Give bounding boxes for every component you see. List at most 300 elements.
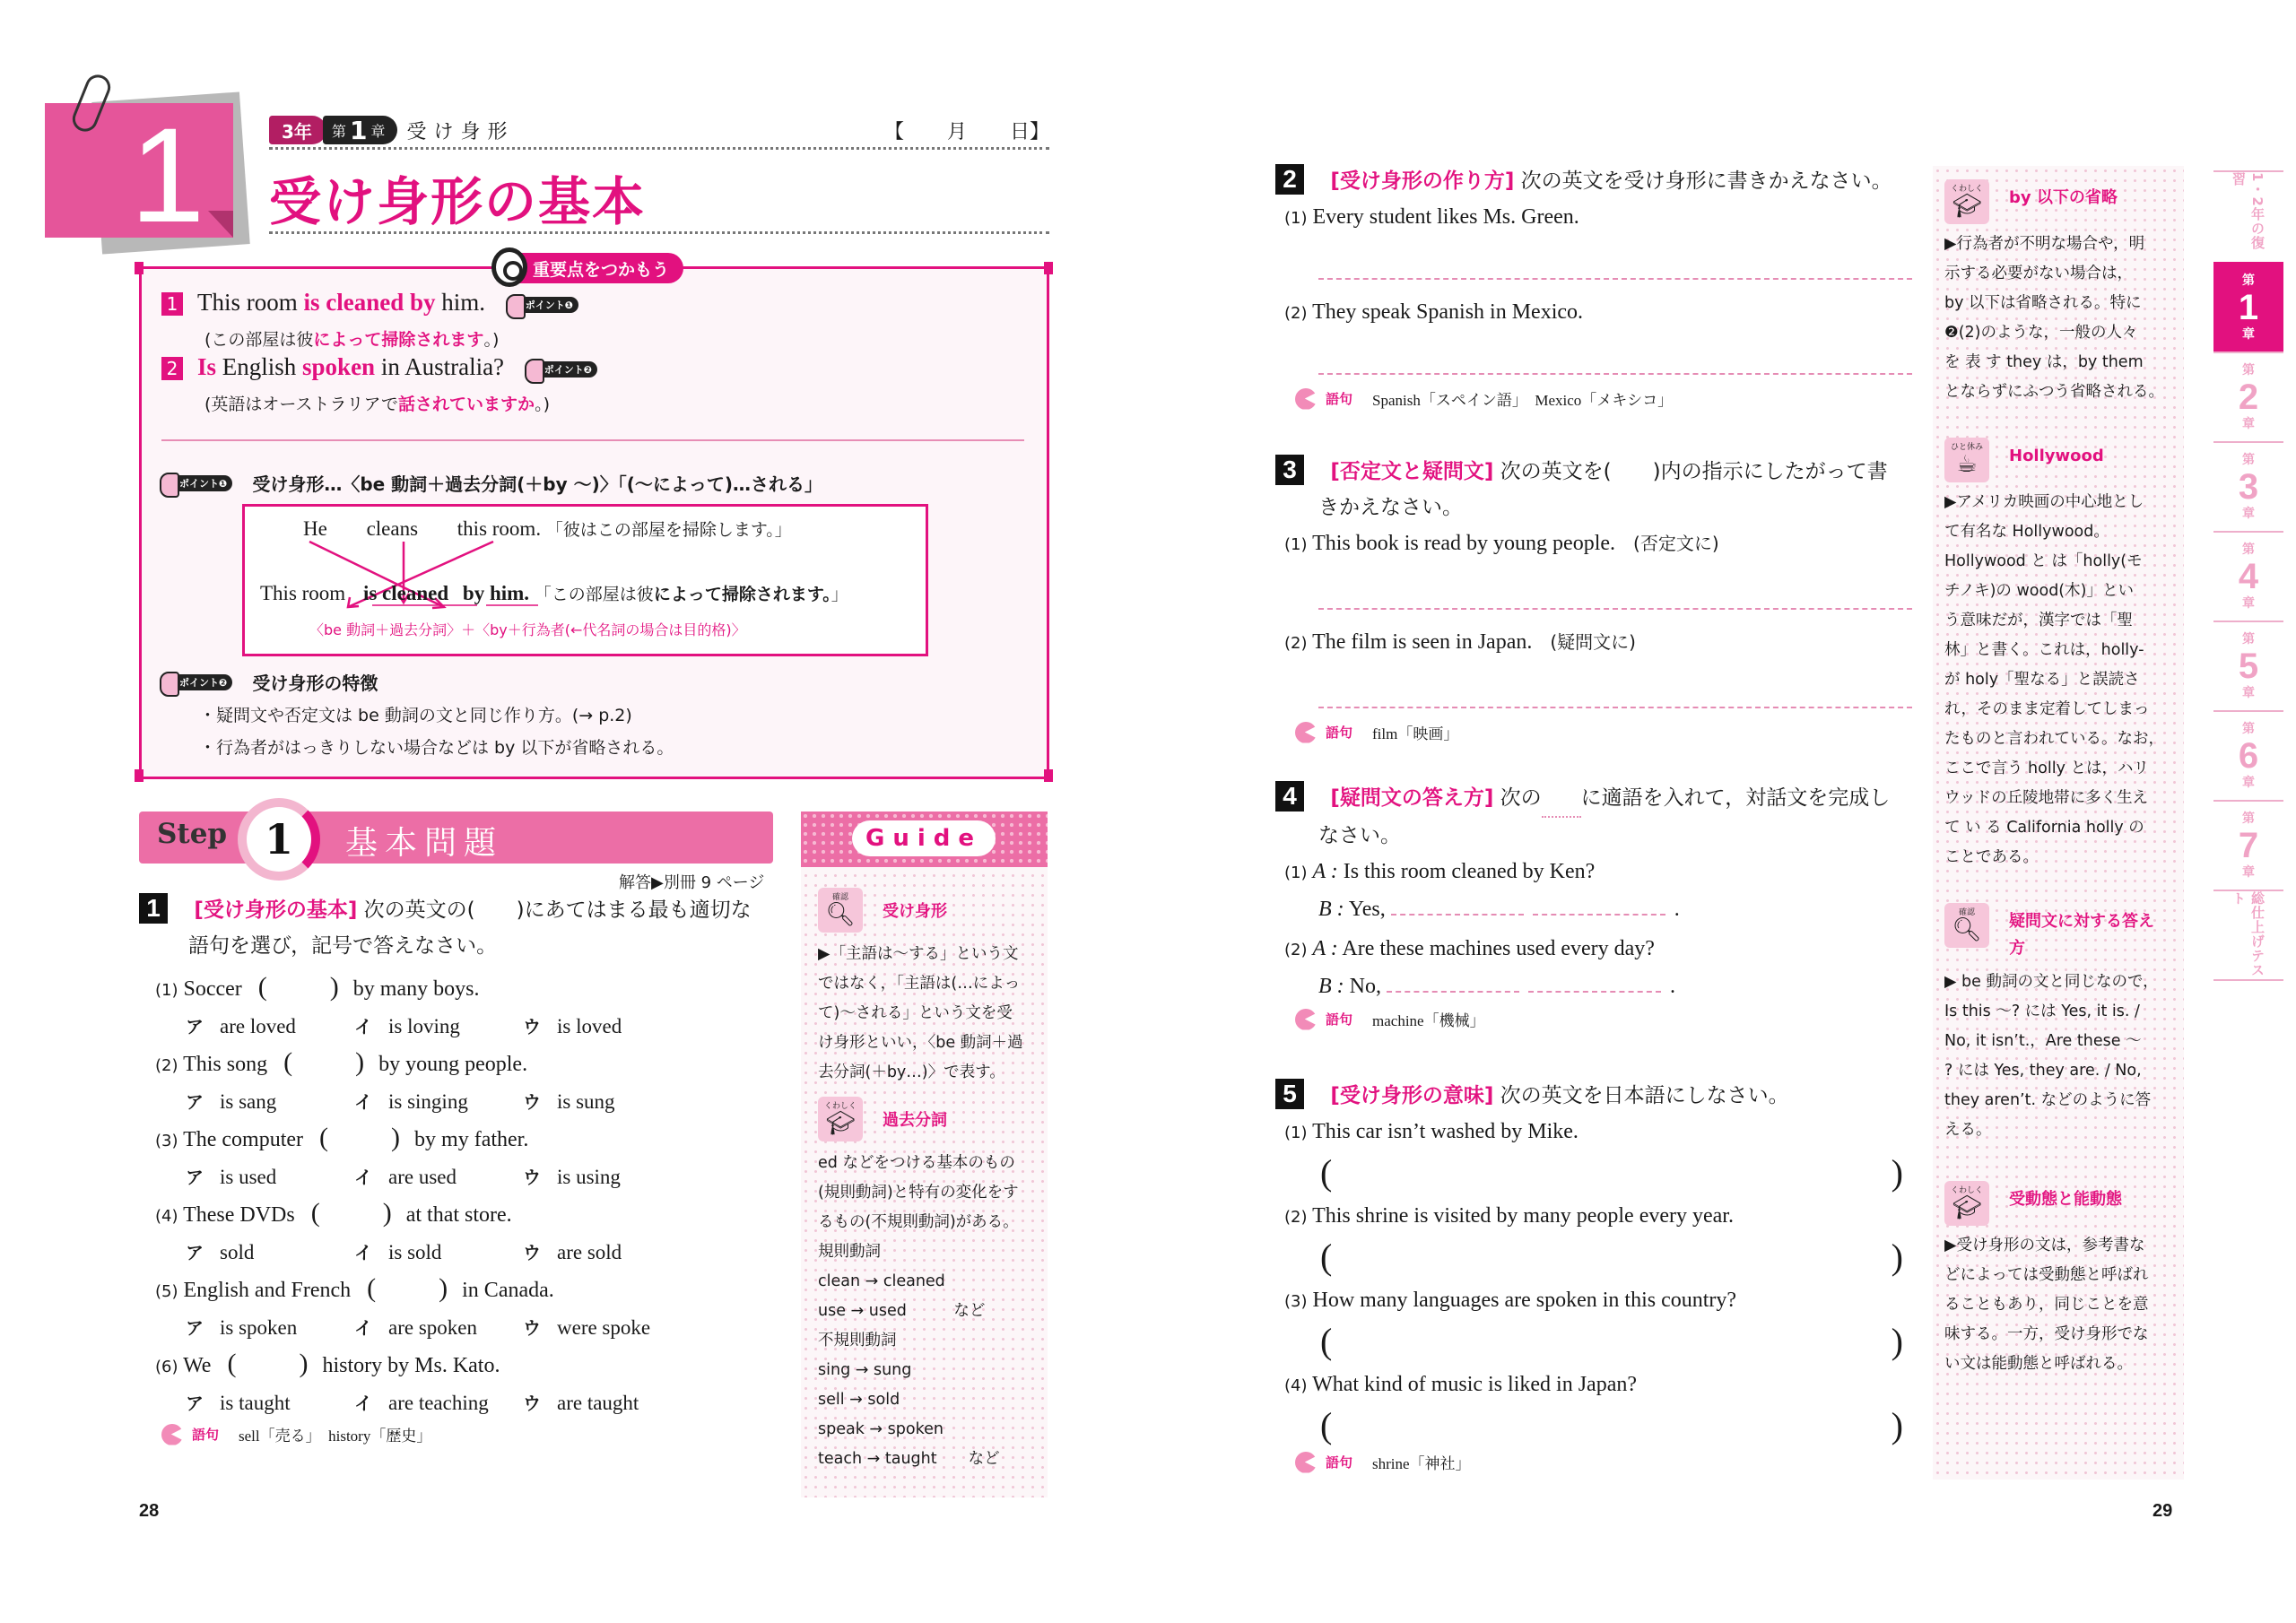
item-text-before: The computer <box>183 1128 304 1151</box>
sidebar-section-text <box>1944 968 2176 1145</box>
item-number: (1) <box>155 981 178 1000</box>
item-number: (4) <box>155 1207 178 1226</box>
vocab-text: Spanish「スペイン語」 Mexico「メキシコ」 <box>1372 392 1674 409</box>
tab-number: 2 <box>2238 378 2259 417</box>
sidebar-line: ❷(2)のような，一般の人々 <box>1944 324 2138 342</box>
chapter-header <box>269 115 1049 145</box>
item-text: How many languages are spoken in this country? <box>1312 1289 1737 1312</box>
date-bracket-open: 【 <box>883 120 904 143</box>
step-title: 基本問題 <box>345 825 504 862</box>
tab-suffix: 章 <box>2242 776 2255 790</box>
question-1-item <box>155 1120 776 1159</box>
question-1-instruction: 次の英文の( )にあてはまる最も適切な <box>363 898 752 922</box>
choice-text: is spoken <box>220 1316 298 1339</box>
sidebar-line: ことである。 <box>1944 848 2039 866</box>
item-number: (2) <box>155 1056 178 1075</box>
jp-text: (英語はオーストラリアで <box>204 395 399 414</box>
choice-option[interactable] <box>186 1385 320 1421</box>
sidebar-section-text <box>1944 488 2176 872</box>
answer-paren[interactable]: ( ) <box>319 1123 401 1152</box>
index-tab-chapter-6[interactable] <box>2213 710 2283 800</box>
choice-text: are sold <box>557 1241 622 1263</box>
question-3-category: [否定文と疑問文] <box>1330 460 1494 483</box>
choice-key: ア <box>186 1317 204 1339</box>
choice-key: イ <box>354 1317 372 1339</box>
answer-paren-field[interactable] <box>1320 1237 1903 1277</box>
vocab-note <box>1295 1008 1912 1030</box>
choice-text: is taught <box>220 1392 291 1414</box>
item-text-after: by young people. <box>378 1053 528 1076</box>
answer-blank[interactable] <box>1391 896 1524 916</box>
tab-number: 3 <box>2238 467 2259 507</box>
sidebar-line: Is this 〜? には Yes, it is. / <box>1944 1002 2140 1020</box>
question-1 <box>139 892 776 1445</box>
item-number: (3) <box>155 1132 178 1150</box>
choice-key: イ <box>354 1016 372 1037</box>
sidebar-line: ウッドの丘陵地帯に多く生え <box>1944 789 2149 807</box>
point-2-ref-badge: ポイント❷ <box>528 361 597 378</box>
answer-paren[interactable]: ( ) <box>310 1198 392 1228</box>
chapter-tag-num: 1 <box>349 115 368 145</box>
choice-option[interactable] <box>523 1084 615 1120</box>
key-box-divider <box>161 439 1024 441</box>
question-3-number: 3 <box>1275 455 1304 485</box>
choice-option[interactable] <box>354 1385 489 1421</box>
index-tab-chapter-3[interactable] <box>2213 441 2283 531</box>
vocab-text: machine「機械」 <box>1372 1012 1485 1029</box>
question-5-item <box>1284 1198 1912 1236</box>
question-3-instruction-2: きかえなさい。 <box>1318 496 1463 519</box>
sidebar-line: たものと言われている。なお， <box>1944 730 2164 748</box>
box-corner <box>1044 262 1053 274</box>
question-4-answer: B : No, . <box>1318 975 1675 998</box>
item-text: Are these machines used every day? <box>1342 937 1655 960</box>
guide-line: 去分詞(＋by…)〉で表す。 <box>818 1063 1005 1081</box>
choice-row <box>186 1385 776 1421</box>
point-1-heading <box>163 470 822 496</box>
tab-label: 総仕上げテスト <box>2231 891 2266 977</box>
item-text: The film is seen in Japan. <box>1312 630 1533 654</box>
choice-text: is used <box>220 1166 277 1188</box>
sidebar-line: て い る California holly の <box>1944 819 2144 837</box>
chapter-block-fold <box>208 211 233 238</box>
item-number: (2) <box>1284 941 1308 959</box>
item-text: This car isn’t washed by Mike. <box>1312 1120 1578 1143</box>
vocab-icon <box>1295 1452 1317 1473</box>
guide-line: 規則動詞 <box>818 1243 881 1261</box>
item-number: (2) <box>1284 304 1308 323</box>
tab-prefix: 第 <box>2242 273 2255 288</box>
choice-option[interactable] <box>523 1009 622 1045</box>
guide-line: て)〜される」という文を受 <box>818 1004 1013 1022</box>
question-4 <box>1275 780 1912 1030</box>
item-note: (疑問文に) <box>1550 631 1636 653</box>
tab-suffix: 章 <box>2242 327 2255 342</box>
question-4-instruction: 次の <box>1500 786 1542 810</box>
sidebar-section-heading <box>1944 903 2176 962</box>
paren-close: ) <box>1891 1405 1903 1445</box>
choice-key: ウ <box>523 1393 541 1414</box>
sidebar-line: 示する必要がない場合は， <box>1944 265 2133 282</box>
vocab-note <box>161 1423 776 1445</box>
icon-label: くわしく <box>823 1102 857 1111</box>
answer-paren-field[interactable] <box>1320 1153 1903 1193</box>
tab-number: 1 <box>2238 288 2259 327</box>
choice-text: are teaching <box>388 1392 489 1414</box>
choice-row <box>186 1159 776 1195</box>
choice-option[interactable] <box>354 1235 489 1271</box>
question-5-item <box>1284 1367 1912 1404</box>
item-text-after: history by Ms. Kato. <box>322 1354 500 1377</box>
guide-line: 不規則動詞 <box>818 1332 897 1350</box>
tab-prefix: 第 <box>2242 453 2255 467</box>
sidebar-heading: by 以下の省略 <box>2009 188 2118 207</box>
chapter-tag-prefix: 第 <box>331 122 346 140</box>
choice-key: イ <box>354 1091 372 1113</box>
diagram-passive-sentence <box>260 581 848 605</box>
answer-blank[interactable] <box>1533 896 1665 916</box>
item-text-before: Soccer <box>183 977 242 1001</box>
question-2 <box>1275 163 1912 410</box>
paren-close: ) <box>1891 1152 1903 1193</box>
question-1-item <box>155 1195 776 1235</box>
item-text-after: by many boys. <box>352 977 480 1001</box>
index-tab-chapter-7[interactable] <box>2213 800 2283 890</box>
choice-option[interactable] <box>186 1235 320 1271</box>
choice-option[interactable] <box>186 1009 320 1045</box>
question-3-item <box>1284 525 1912 563</box>
vocab-label: 語句 <box>1326 391 1353 407</box>
choice-option[interactable] <box>523 1310 650 1346</box>
item-text-after: at that store. <box>405 1203 512 1227</box>
tab-prefix: 第 <box>2242 812 2255 826</box>
item-text: What kind of music is liked in Japan? <box>1312 1373 1637 1396</box>
answer-paren-field[interactable] <box>1320 1322 1903 1361</box>
sidebar-line: by 以下は省略される。特に <box>1944 294 2142 312</box>
guide-section-text <box>818 1149 1038 1474</box>
question-1-items <box>155 969 776 1421</box>
guide-line: (規則動詞)と特有の変化をす <box>818 1184 1019 1202</box>
sidebar-line: い文は能動態と呼ばれる。 <box>1944 1355 2133 1373</box>
sidebar-section-text <box>1944 1231 2176 1379</box>
tab-number: 4 <box>2238 557 2259 596</box>
question-2-instruction: 次の英文を受け身形に書きかえなさい。 <box>1520 169 1892 193</box>
choice-key: イ <box>354 1393 372 1414</box>
item-number: (2) <box>1284 1208 1308 1227</box>
guide-title: Guide <box>852 820 996 856</box>
choice-option[interactable] <box>523 1235 622 1271</box>
question-2-header <box>1275 163 1912 199</box>
question-4-header <box>1275 780 1912 818</box>
item-number: (2) <box>1284 634 1308 653</box>
guide-line: け身形といい，〈be 動詞＋過 <box>818 1034 1023 1052</box>
sidebar-line: とならずにふつう省略される。 <box>1944 383 2164 401</box>
icon-label: くわしく <box>1950 185 1983 194</box>
tab-prefix: 第 <box>2242 722 2255 736</box>
chapter-tag <box>323 116 398 144</box>
header-divider <box>269 147 1049 150</box>
item-text: Is this room cleaned by Ken? <box>1343 860 1596 883</box>
icon-label: 確認 <box>1958 908 1975 917</box>
diagram-active-sentence <box>303 516 792 541</box>
passive-translation: 「この部屋は彼 <box>534 585 654 604</box>
active-subject: He <box>303 517 327 540</box>
question-5-header <box>1275 1078 1912 1114</box>
question-2-number: 2 <box>1275 164 1304 195</box>
choice-key: ウ <box>523 1317 541 1339</box>
choice-text: is sang <box>220 1090 277 1113</box>
hint-sidebar-content <box>1944 179 2176 1379</box>
sidebar-heading: 受動態と能動態 <box>2009 1190 2122 1209</box>
vocab-icon <box>1295 722 1317 743</box>
choice-text: are loved <box>220 1015 296 1037</box>
box-corner <box>1044 769 1053 782</box>
question-4-category: [疑問文の答え方] <box>1330 786 1494 810</box>
choice-text: are taught <box>557 1392 639 1414</box>
answer-line[interactable] <box>1318 373 1912 375</box>
item-text-before: These DVDs <box>183 1203 295 1227</box>
active-translation: 「彼はこの部屋を掃除します。」 <box>545 520 792 540</box>
sidebar-line: ▶受け身形の文は，参考書な <box>1944 1237 2145 1254</box>
guide-heading: 受け身形 <box>883 902 947 921</box>
sidebar-line: う意味だが，漢字では「聖 <box>1944 612 2133 629</box>
question-4-instruction-2: なさい。 <box>1318 824 1401 847</box>
paren-open: ( <box>1320 1405 1333 1445</box>
tab-suffix: 章 <box>2242 686 2255 700</box>
item-number: (1) <box>1284 209 1308 228</box>
index-tab-chapter-1[interactable] <box>2213 262 2283 352</box>
vocab-note <box>1295 387 1912 410</box>
graduation-cap-icon: くわしく 🎓︎ <box>1944 1181 1989 1226</box>
passive-agent: by him. <box>462 582 530 604</box>
choice-text: is loving <box>388 1015 460 1037</box>
choice-option[interactable] <box>354 1310 489 1346</box>
step-word: Step <box>157 818 228 850</box>
answer-paren[interactable]: ( ) <box>367 1273 448 1303</box>
choice-option[interactable] <box>354 1159 489 1195</box>
sidebar-line: 林」と書く。これは，holly- <box>1944 641 2144 659</box>
header-topic: 受け身形 <box>406 120 515 143</box>
question-4-answer: B : Yes, . <box>1318 898 1680 921</box>
choice-text: are spoken <box>388 1316 477 1339</box>
jp-text: 。) <box>483 330 500 350</box>
item-text: Every student likes Ms. Green. <box>1312 205 1579 229</box>
item-text-after: by my father. <box>414 1128 529 1151</box>
question-1-header <box>139 892 776 928</box>
tab-prefix: 第 <box>2242 363 2255 378</box>
answer-line[interactable] <box>1318 707 1912 708</box>
page-number-right: 29 <box>2152 1501 2173 1521</box>
sidebar-section-heading <box>1944 1181 2176 1226</box>
jp-highlight: によって掃除されます <box>313 330 484 350</box>
guide-line: speak → spoken <box>818 1420 944 1438</box>
question-3-instruction: 次の英文を( )内の指示にしたがって書 <box>1500 460 1888 483</box>
key-text: This room <box>197 289 304 316</box>
choice-key: ア <box>186 1091 204 1113</box>
vocab-label: 語句 <box>1326 1454 1353 1471</box>
index-tab-chapter-5[interactable] <box>2213 621 2283 710</box>
page-number-left: 28 <box>139 1501 160 1521</box>
question-2-item <box>1284 199 1912 237</box>
question-4-number: 4 <box>1275 781 1304 812</box>
question-2-category: [受け身形の作り方] <box>1330 169 1515 193</box>
choice-key: ウ <box>523 1091 541 1113</box>
answer-paren[interactable]: ( ) <box>227 1349 309 1378</box>
diagram-formula: 〈be 動詞＋過去分詞〉＋〈by＋行為者(←代名詞の場合は目的格)〉 <box>309 621 746 638</box>
coffee-cup-icon: ひと休み ☕︎ <box>1944 438 1989 482</box>
choice-option[interactable] <box>523 1159 621 1195</box>
choice-row <box>186 1084 776 1120</box>
choice-row <box>186 1310 776 1346</box>
question-4-item <box>1284 931 1912 968</box>
choice-key: イ <box>354 1167 372 1188</box>
sidebar-line: ▶アメリカ映画の中心地とし <box>1944 493 2144 511</box>
key-text: him. <box>435 289 486 316</box>
tab-number: 5 <box>2238 647 2259 686</box>
choice-text: is singing <box>388 1090 468 1113</box>
item-text: This shrine is visited by many people every year. <box>1312 1204 1734 1228</box>
item-text: They speak Spanish in Mexico. <box>1312 300 1584 324</box>
question-5-items <box>1275 1114 1912 1445</box>
graduation-cap-icon: くわしく 🎓︎ <box>818 1097 863 1141</box>
index-tab-section[interactable] <box>2213 170 2283 262</box>
key-num-1: 1 <box>161 292 183 316</box>
key-translation-2 <box>204 391 550 415</box>
key-sentence-1 <box>161 289 578 317</box>
tab-label: 1・2年の復習 <box>2231 172 2266 250</box>
paren-open: ( <box>1320 1152 1333 1193</box>
key-text: in Australia? <box>375 353 505 380</box>
passive-subject: This room <box>260 582 346 604</box>
question-1-item <box>155 969 776 1009</box>
guide-line: ではなく，「主語は(…によっ <box>818 975 1021 993</box>
sidebar-heading: 疑問文に対する答え方 <box>2009 912 2154 958</box>
item-number: (5) <box>155 1282 178 1301</box>
magnifier-icon: 確認 🔍︎ <box>1944 903 1989 948</box>
blank-sample <box>1542 780 1581 818</box>
key-highlight: Is <box>197 353 217 380</box>
answer-line[interactable] <box>1318 278 1912 280</box>
question-2-item <box>1284 294 1912 332</box>
choice-option[interactable] <box>354 1009 489 1045</box>
question-5-item <box>1284 1282 1912 1320</box>
guide-line: sing → sung <box>818 1361 912 1379</box>
point-2-title: 受け身形の特徴 <box>252 673 378 694</box>
passive-translation: 」 <box>831 585 848 604</box>
guide-line: clean → cleaned <box>818 1272 945 1290</box>
key-points-badge: 重要点をつかもう <box>493 253 683 283</box>
tab-number: 7 <box>2238 826 2259 865</box>
item-text: No, <box>1349 975 1381 998</box>
choice-text: is loved <box>557 1015 622 1037</box>
guide-line: teach → taught など <box>818 1450 1000 1468</box>
item-number: (1) <box>1284 1124 1308 1142</box>
graduation-cap-icon: くわしく 🎓︎ <box>1944 179 1989 224</box>
index-tab-section[interactable] <box>2213 890 2283 979</box>
sidebar-heading: Hollywood <box>2009 447 2104 465</box>
item-number: (1) <box>1284 535 1308 554</box>
answer-blank[interactable] <box>1387 973 1519 993</box>
choice-option[interactable] <box>523 1385 639 1421</box>
sidebar-line: チノキ)の wood(木)」とい <box>1944 582 2134 600</box>
tab-suffix: 章 <box>2242 507 2255 521</box>
sidebar-line: を 表 す they は，by them <box>1944 353 2144 371</box>
passive-verb: is cleaned <box>362 582 449 604</box>
question-1-item <box>155 1346 776 1385</box>
paren-close: ) <box>1891 1237 1903 1277</box>
choice-option[interactable] <box>354 1084 489 1120</box>
page-title: 受け身形の基本 <box>269 171 647 232</box>
tab-suffix: 章 <box>2242 417 2255 431</box>
question-1-item <box>155 1045 776 1084</box>
target-icon <box>491 247 527 287</box>
question-3-item <box>1284 624 1912 662</box>
point-1-ref-badge: ポイント❶ <box>509 297 578 313</box>
vocab-icon <box>1295 388 1317 410</box>
item-note: (否定文に) <box>1633 533 1719 554</box>
item-text-before: English and French <box>183 1279 352 1302</box>
point-1-title: 受け身形…〈be 動詞＋過去分詞(＋by 〜)〉「(〜によって)…される」 <box>252 473 823 495</box>
passive-translation-bold: によって掃除されます。 <box>653 585 831 604</box>
item-text: Yes, <box>1348 898 1386 921</box>
title-divider <box>269 231 1049 234</box>
bullet: ・行為者がはっきりしない場合などは by 以下が省略される。 <box>199 738 674 758</box>
icon-label: ひと休み <box>1950 443 1983 452</box>
year-tag: 3年 <box>269 116 326 144</box>
paren-open: ( <box>1320 1237 1333 1277</box>
jp-text: 。) <box>535 395 550 414</box>
choice-option[interactable] <box>186 1159 320 1195</box>
speaker-b: B : <box>1318 898 1344 921</box>
answer-paren-field[interactable] <box>1320 1406 1903 1445</box>
item-text-before: This song <box>183 1053 268 1076</box>
question-1-instruction-2: 語句を選び，記号で答えなさい。 <box>188 934 498 958</box>
item-number: (6) <box>155 1358 178 1376</box>
choice-text: is using <box>557 1166 621 1188</box>
choice-row <box>186 1235 776 1271</box>
tab-prefix: 第 <box>2242 632 2255 647</box>
guide-section-heading <box>818 1097 1038 1141</box>
sidebar-line: they aren’t. などのように答 <box>1944 1091 2152 1109</box>
question-1-item <box>155 1271 776 1310</box>
icon-label: くわしく <box>1950 1186 1983 1195</box>
choice-text: is sung <box>557 1090 615 1113</box>
answer-paren[interactable]: ( ) <box>257 972 339 1002</box>
sidebar-line: える。 <box>1944 1121 1992 1139</box>
choice-option[interactable] <box>186 1310 320 1346</box>
question-5 <box>1275 1078 1912 1473</box>
icon-label: 確認 <box>831 893 848 902</box>
choice-text: were spoke <box>557 1316 651 1339</box>
index-tab-chapter-4[interactable] <box>2213 531 2283 621</box>
vocab-text: film「映画」 <box>1372 725 1459 742</box>
tab-divider <box>2213 979 2283 981</box>
tab-number: 6 <box>2238 736 2259 776</box>
key-translation-1 <box>204 326 499 351</box>
tab-prefix: 第 <box>2242 542 2255 557</box>
choice-option[interactable] <box>186 1084 320 1120</box>
answer-paren[interactable]: ( ) <box>283 1047 365 1077</box>
chapter-number: 1 <box>130 100 205 250</box>
answer-line[interactable] <box>1318 608 1912 610</box>
answer-blank[interactable] <box>1528 973 1661 993</box>
sidebar-line: て有名な Hollywood。 <box>1944 523 2109 541</box>
guide-content <box>818 888 1038 1483</box>
index-tab-chapter-2[interactable] <box>2213 352 2283 441</box>
date-field[interactable] <box>884 117 1049 144</box>
sidebar-line: ることもあり，同じことを意 <box>1944 1296 2149 1314</box>
question-5-item <box>1284 1114 1912 1151</box>
